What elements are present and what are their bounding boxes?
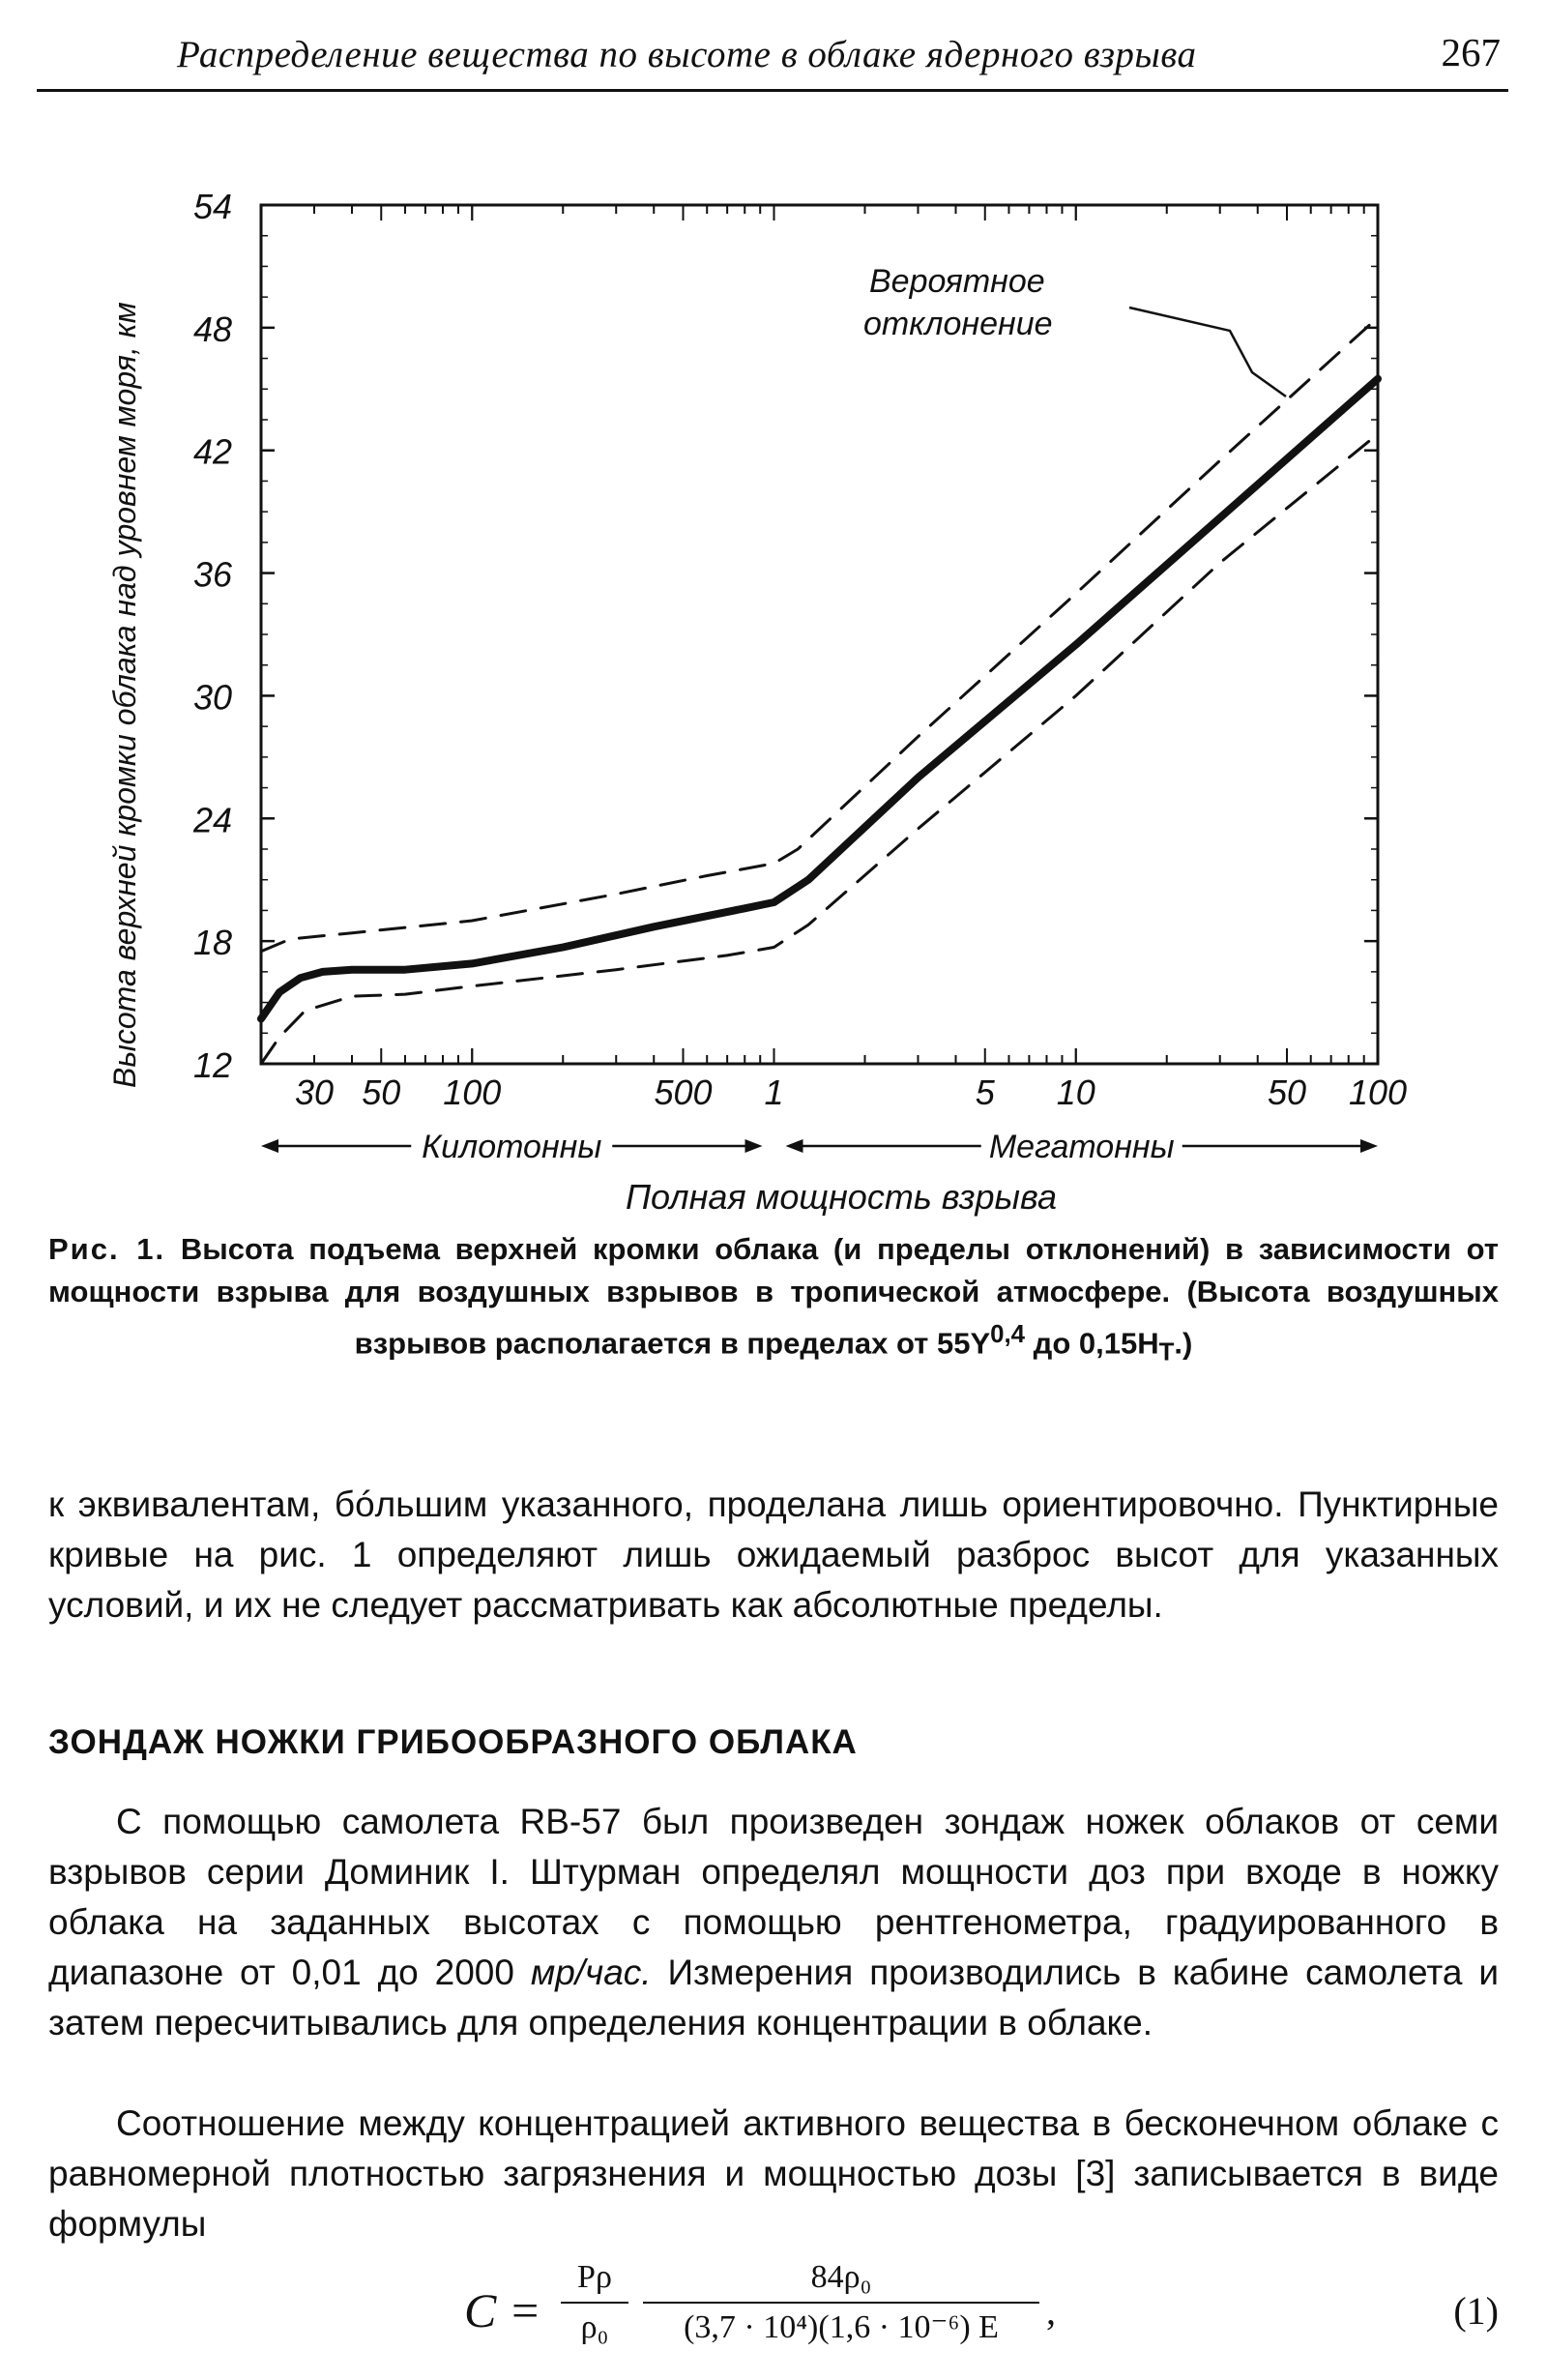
- x-unit-arrow-head: [786, 1139, 803, 1153]
- formula-fraction-1: [561, 2255, 628, 2350]
- deviation-curve: [261, 317, 1378, 951]
- fraction-bar: [643, 2302, 1039, 2304]
- paragraph-text: Измерения производились в кабине самолета и затем пересчитывались для определения концентрации в облаке.: [48, 1953, 1499, 2042]
- caption-close: .): [1174, 1326, 1193, 1361]
- running-head: [37, 17, 1508, 92]
- formula-fraction-2: [643, 2255, 1039, 2350]
- x-tick-label: 50: [1267, 1072, 1307, 1112]
- x-unit-label: Килотонны: [422, 1129, 602, 1165]
- y-axis-label: Высота верхней кромки облака над уровнем моря, км: [107, 302, 142, 1088]
- x-tick-label: 5: [975, 1072, 995, 1112]
- fraction-denominator: (3,7 · 10⁴)(1,6 · 10⁻⁶) E: [684, 2309, 999, 2345]
- fraction-numerator: Pρ: [577, 2259, 612, 2295]
- figure-caption: [48, 1228, 1499, 1374]
- page-number: 267: [1441, 30, 1501, 74]
- chart-series: [261, 317, 1378, 1064]
- figure-chart: [0, 116, 1547, 1219]
- y-tick-label: 18: [192, 923, 232, 963]
- y-tick-label: 42: [192, 431, 232, 472]
- x-tick-label: 500: [654, 1072, 713, 1112]
- x-unit-arrow-head: [1360, 1139, 1378, 1153]
- section-heading: ЗОНДАЖ НОЖКИ ГРИБООБРАЗНОГО ОБЛАКА: [48, 1723, 858, 1761]
- paragraph: к эквивалентам, бóльшим указанного, проделана лишь ориентировочно. Пунктирные кривые на рис. 1 определяют лишь ожидаемый разброс высот для указанных условий, и их не следует рассматривать как абсолютные пределы.: [48, 1484, 1499, 1625]
- running-title: Распределение вещества по высоте в облаке ядерного взрыва: [177, 34, 1197, 75]
- x-tick-label: 100: [443, 1072, 502, 1112]
- formula-lhs: C =: [464, 2283, 541, 2337]
- formula: [464, 2255, 1508, 2371]
- fraction-bar: [561, 2302, 628, 2304]
- caption-subscript: T: [1158, 1338, 1175, 1366]
- caption-text: Высота подъема верхней кромки облака (и пределы отклонений) в зависимости от мощности взрыва для воздушных взрывов в тропической атмосфере. (Высота воздушных взрывов располагается в пределах от 55Y: [48, 1232, 1499, 1361]
- chart-axes: [261, 205, 1378, 1064]
- x-tick-label: 10: [1056, 1072, 1095, 1112]
- unit-text: мр/час.: [530, 1953, 652, 1992]
- x-unit-arrow-head: [745, 1139, 763, 1153]
- fraction-numerator: 84ρ₀: [810, 2259, 872, 2295]
- x-tick-label: 100: [1348, 1072, 1408, 1112]
- paragraph-text: С помощью самолета RB-57 был произведен зондаж ножек облаков от семи взрывов серии Доминик I. Штурман определял мощности доз при входе в ножку облака на заданных высотах с помощью рентгенометра, градуированного в диапазоне от 0,01 до 2000: [48, 1802, 1499, 1992]
- x-axis-label: Полная мощность взрыва: [625, 1177, 1058, 1217]
- formula-trailing-comma: ,: [1046, 2289, 1056, 2333]
- caption-exponent: 0,4: [990, 1321, 1026, 1348]
- plot-frame: [261, 205, 1378, 1064]
- annotation-leader: [1129, 308, 1286, 397]
- x-unit-arrow-head: [261, 1139, 278, 1153]
- y-tick-label: 24: [192, 800, 232, 840]
- y-tick-label: 36: [192, 554, 232, 595]
- x-tick-label: 30: [294, 1072, 335, 1112]
- x-tick-label: 50: [362, 1072, 401, 1112]
- equation-number: (1): [1453, 2289, 1499, 2333]
- figure-label: Рис. 1.: [48, 1232, 166, 1266]
- x-tick-label: 1: [764, 1072, 784, 1112]
- chart-ticks: [192, 187, 1407, 1165]
- cloud-top-curve: [261, 379, 1378, 1019]
- y-tick-label: 48: [192, 309, 232, 349]
- caption-text-end: до 0,15H: [1025, 1326, 1159, 1361]
- y-tick-label: 30: [192, 677, 232, 718]
- fraction-denominator: ρ₀: [580, 2309, 609, 2345]
- x-unit-label: Мегатонны: [988, 1129, 1175, 1165]
- paragraph: Соотношение между концентрацией активного вещества в бесконечном облаке с равномерной плотностью загрязнения и мощностью дозы [3] записывается в виде формулы: [48, 2103, 1499, 2244]
- annotation-label: Вероятное: [869, 263, 1045, 300]
- paragraph: [48, 1797, 1499, 2048]
- y-tick-label: 54: [192, 187, 232, 226]
- y-tick-label: 12: [192, 1045, 232, 1085]
- annotation-label-line2: отклонение: [863, 306, 1053, 342]
